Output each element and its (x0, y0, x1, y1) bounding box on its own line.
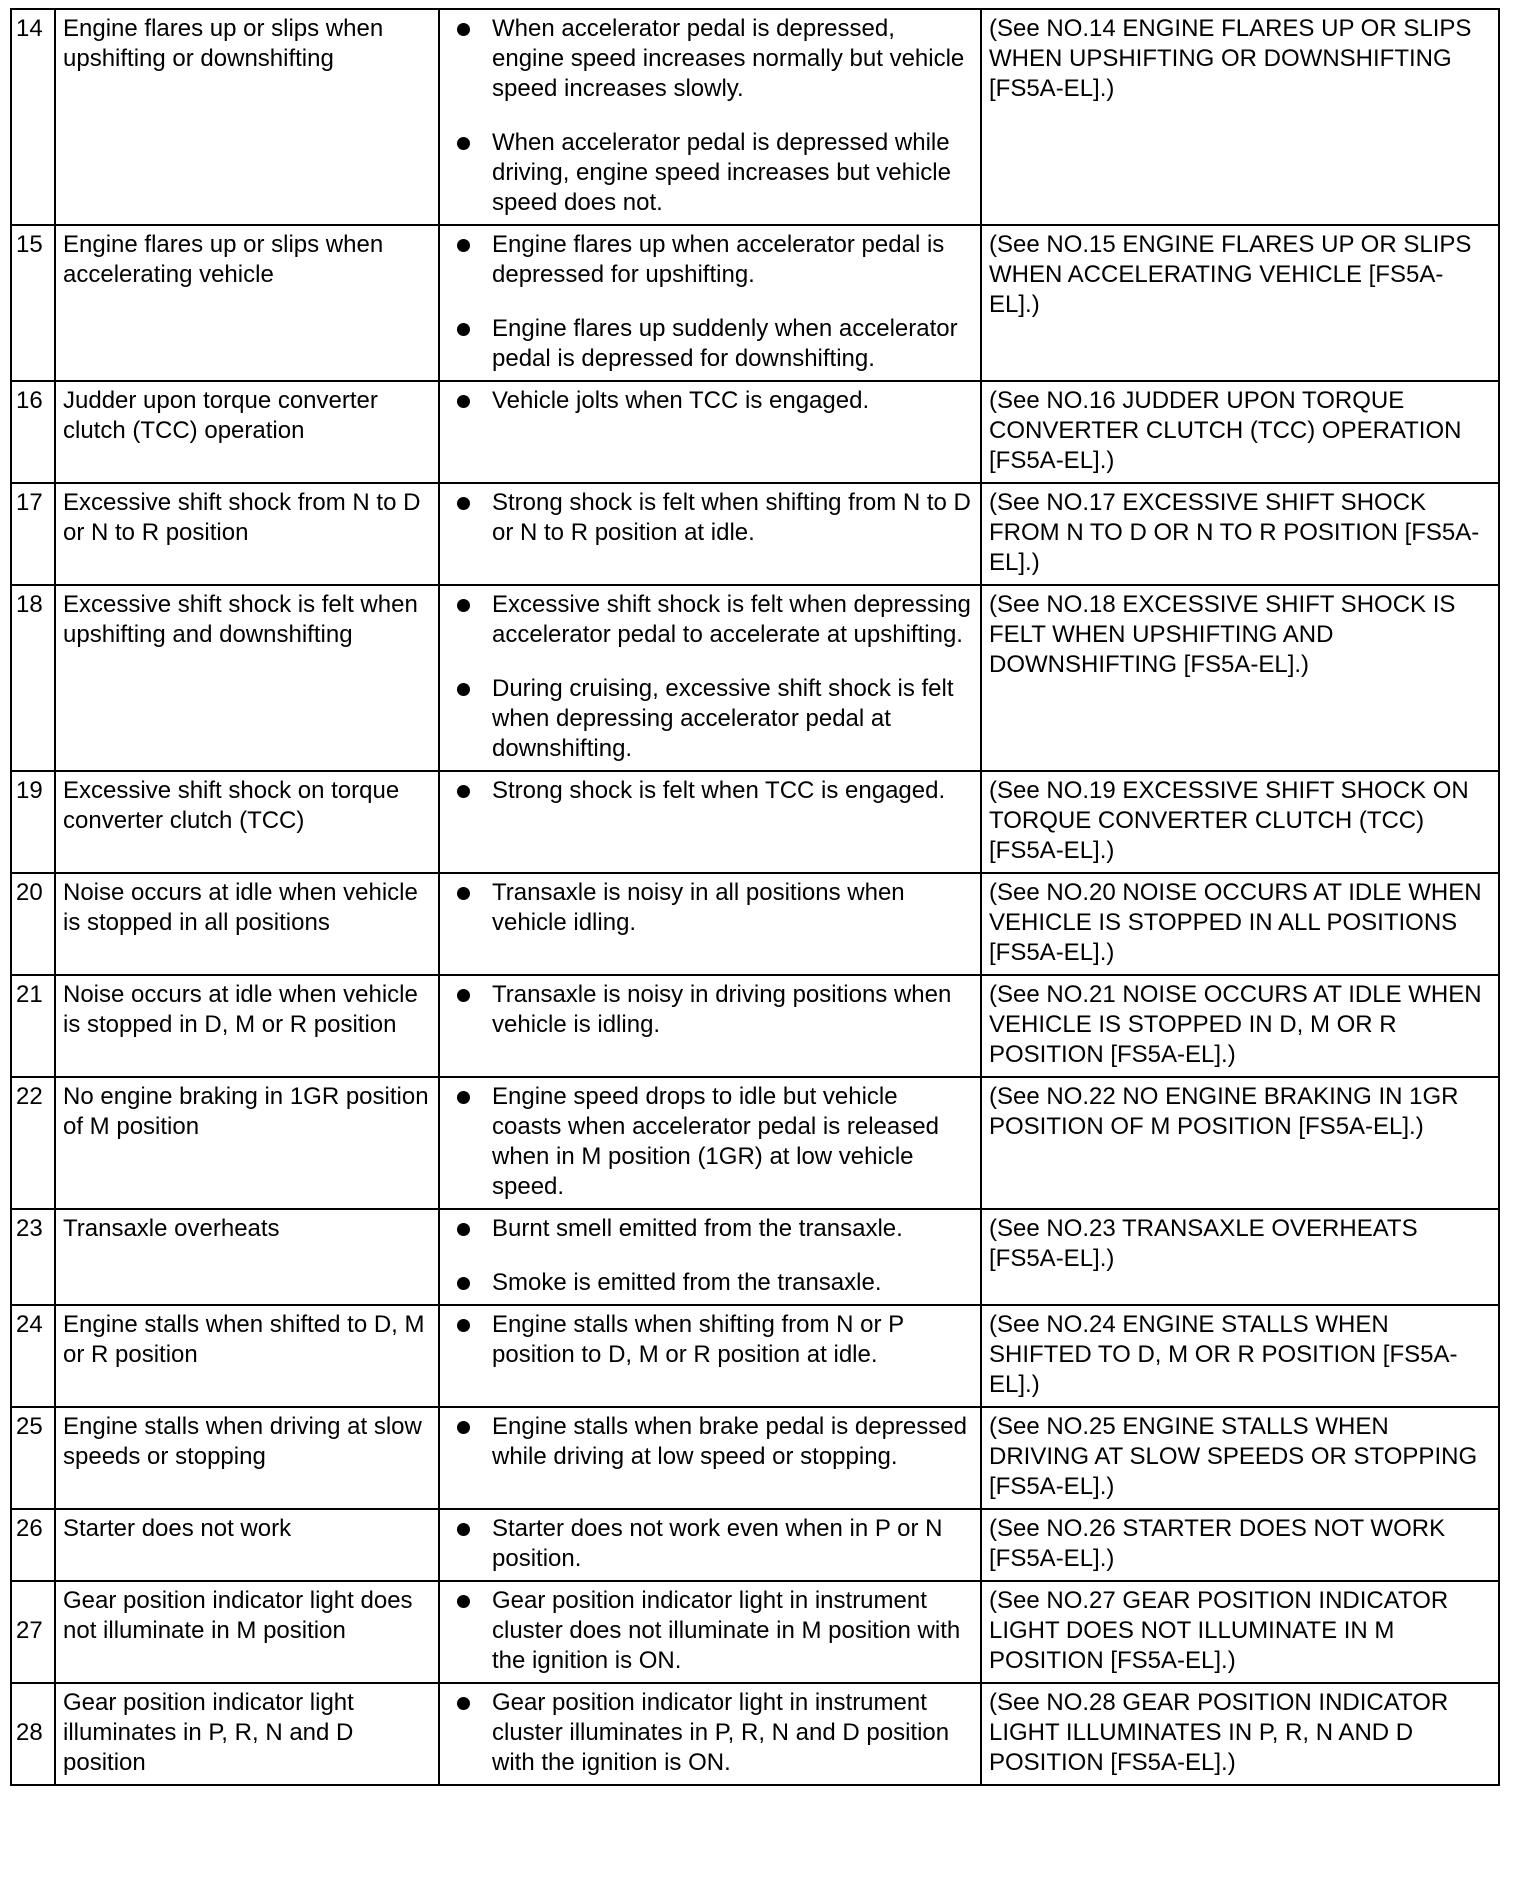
symptom-description: Gear position indicator light illuminates in P, R, N and D position (55, 1683, 439, 1785)
table-row (11, 975, 1499, 1077)
table-row (11, 873, 1499, 975)
symptom-conditions (439, 1509, 981, 1581)
table-row (11, 1581, 1499, 1683)
symptom-number: 23 (11, 1209, 55, 1305)
symptom-number: 20 (11, 873, 55, 975)
reference-procedure: (See NO.24 ENGINE STALLS WHEN SHIFTED TO D, M OR R POSITION [FS5A-EL].) (981, 1305, 1499, 1407)
condition-bullet: Engine flares up suddenly when accelerator pedal is depressed for downshifting. (454, 314, 972, 374)
condition-bullet: Strong shock is felt when TCC is engaged. (454, 776, 972, 806)
reference-procedure: (See NO.20 NOISE OCCURS AT IDLE WHEN VEHICLE IS STOPPED IN ALL POSITIONS [FS5A-EL].) (981, 873, 1499, 975)
symptom-number: 24 (11, 1305, 55, 1407)
condition-bullet: Starter does not work even when in P or N position. (454, 1514, 972, 1574)
reference-procedure: (See NO.18 EXCESSIVE SHIFT SHOCK IS FELT WHEN UPSHIFTING AND DOWNSHIFTING [FS5A-EL].) (981, 585, 1499, 771)
condition-bullet: Engine stalls when shifting from N or P position to D, M or R position at idle. (454, 1310, 972, 1370)
symptom-troubleshooting-table (10, 8, 1500, 1786)
symptom-description: Starter does not work (55, 1509, 439, 1581)
reference-procedure: (See NO.28 GEAR POSITION INDICATOR LIGHT ILLUMINATES IN P, R, N AND D POSITION [FS5A-EL].) (981, 1683, 1499, 1785)
symptom-number: 21 (11, 975, 55, 1077)
symptom-description: Excessive shift shock on torque converter clutch (TCC) (55, 771, 439, 873)
reference-procedure: (See NO.22 NO ENGINE BRAKING IN 1GR POSITION OF M POSITION [FS5A-EL].) (981, 1077, 1499, 1209)
symptom-conditions (439, 975, 981, 1077)
table-row (11, 9, 1499, 225)
condition-bullet: Engine flares up when accelerator pedal is depressed for upshifting. (454, 230, 972, 290)
reference-procedure: (See NO.17 EXCESSIVE SHIFT SHOCK FROM N TO D OR N TO R POSITION [FS5A-EL].) (981, 483, 1499, 585)
symptom-conditions (439, 1581, 981, 1683)
reference-procedure: (See NO.16 JUDDER UPON TORQUE CONVERTER CLUTCH (TCC) OPERATION [FS5A-EL].) (981, 381, 1499, 483)
reference-procedure: (See NO.15 ENGINE FLARES UP OR SLIPS WHEN ACCELERATING VEHICLE [FS5A-EL].) (981, 225, 1499, 381)
condition-bullet: Gear position indicator light in instrument cluster illuminates in P, R, N and D position with the ignition is ON. (454, 1688, 972, 1778)
symptom-conditions (439, 225, 981, 381)
table-row (11, 585, 1499, 771)
symptom-number: 28 (11, 1683, 55, 1785)
table-row (11, 1209, 1499, 1305)
symptom-number: 22 (11, 1077, 55, 1209)
condition-bullet: Transaxle is noisy in driving positions when vehicle is idling. (454, 980, 972, 1040)
symptom-conditions (439, 9, 981, 225)
symptom-description: Engine stalls when shifted to D, M or R position (55, 1305, 439, 1407)
symptom-conditions (439, 381, 981, 483)
symptom-conditions (439, 1209, 981, 1305)
symptom-number: 26 (11, 1509, 55, 1581)
symptom-number: 25 (11, 1407, 55, 1509)
condition-bullet: Excessive shift shock is felt when depressing accelerator pedal to accelerate at upshifting. (454, 590, 972, 650)
symptom-description: Noise occurs at idle when vehicle is stopped in D, M or R position (55, 975, 439, 1077)
symptom-conditions (439, 585, 981, 771)
table-row (11, 483, 1499, 585)
table-row (11, 225, 1499, 381)
condition-bullet: Engine stalls when brake pedal is depressed while driving at low speed or stopping. (454, 1412, 972, 1472)
table-row (11, 1305, 1499, 1407)
reference-procedure: (See NO.21 NOISE OCCURS AT IDLE WHEN VEHICLE IS STOPPED IN D, M OR R POSITION [FS5A-EL].) (981, 975, 1499, 1077)
table-body (11, 9, 1499, 1785)
reference-procedure: (See NO.23 TRANSAXLE OVERHEATS [FS5A-EL].) (981, 1209, 1499, 1305)
table-row (11, 771, 1499, 873)
symptom-description: Engine stalls when driving at slow speeds or stopping (55, 1407, 439, 1509)
symptom-conditions (439, 1683, 981, 1785)
symptom-description: No engine braking in 1GR position of M position (55, 1077, 439, 1209)
table-row (11, 1407, 1499, 1509)
symptom-number: 19 (11, 771, 55, 873)
condition-bullet: Smoke is emitted from the transaxle. (454, 1268, 972, 1298)
symptom-description: Engine flares up or slips when upshifting or downshifting (55, 9, 439, 225)
table-row (11, 1509, 1499, 1581)
condition-bullet: When accelerator pedal is depressed while driving, engine speed increases but vehicle speed does not. (454, 128, 972, 218)
condition-bullet: Burnt smell emitted from the transaxle. (454, 1214, 972, 1244)
symptom-conditions (439, 1407, 981, 1509)
condition-bullet: Strong shock is felt when shifting from N to D or N to R position at idle. (454, 488, 972, 548)
diagnostic-page (10, 8, 1498, 1878)
condition-bullet: Vehicle jolts when TCC is engaged. (454, 386, 972, 416)
symptom-number: 15 (11, 225, 55, 381)
symptom-description: Noise occurs at idle when vehicle is stopped in all positions (55, 873, 439, 975)
condition-bullet: Transaxle is noisy in all positions when vehicle idling. (454, 878, 972, 938)
symptom-conditions (439, 771, 981, 873)
symptom-number: 18 (11, 585, 55, 771)
condition-bullet: During cruising, excessive shift shock is felt when depressing accelerator pedal at downshifting. (454, 674, 972, 764)
symptom-description: Excessive shift shock from N to D or N to R position (55, 483, 439, 585)
reference-procedure: (See NO.27 GEAR POSITION INDICATOR LIGHT DOES NOT ILLUMINATE IN M POSITION [FS5A-EL].) (981, 1581, 1499, 1683)
condition-bullet: Gear position indicator light in instrument cluster does not illuminate in M position with the ignition is ON. (454, 1586, 972, 1676)
symptom-conditions (439, 873, 981, 975)
symptom-number: 16 (11, 381, 55, 483)
symptom-description: Judder upon torque converter clutch (TCC) operation (55, 381, 439, 483)
symptom-conditions (439, 1305, 981, 1407)
reference-procedure: (See NO.14 ENGINE FLARES UP OR SLIPS WHEN UPSHIFTING OR DOWNSHIFTING [FS5A-EL].) (981, 9, 1499, 225)
condition-bullet: Engine speed drops to idle but vehicle coasts when accelerator pedal is released when in M position (1GR) at low vehicle speed. (454, 1082, 972, 1202)
reference-procedure: (See NO.19 EXCESSIVE SHIFT SHOCK ON TORQUE CONVERTER CLUTCH (TCC) [FS5A-EL].) (981, 771, 1499, 873)
table-row (11, 1683, 1499, 1785)
reference-procedure: (See NO.26 STARTER DOES NOT WORK [FS5A-EL].) (981, 1509, 1499, 1581)
table-row (11, 381, 1499, 483)
reference-procedure: (See NO.25 ENGINE STALLS WHEN DRIVING AT SLOW SPEEDS OR STOPPING [FS5A-EL].) (981, 1407, 1499, 1509)
symptom-description: Excessive shift shock is felt when upshifting and downshifting (55, 585, 439, 771)
condition-bullet: When accelerator pedal is depressed, engine speed increases normally but vehicle speed increases slowly. (454, 14, 972, 104)
symptom-number: 14 (11, 9, 55, 225)
symptom-conditions (439, 1077, 981, 1209)
symptom-description: Engine flares up or slips when accelerating vehicle (55, 225, 439, 381)
symptom-number: 17 (11, 483, 55, 585)
symptom-conditions (439, 483, 981, 585)
symptom-number: 27 (11, 1581, 55, 1683)
table-row (11, 1077, 1499, 1209)
symptom-description: Transaxle overheats (55, 1209, 439, 1305)
symptom-description: Gear position indicator light does not illuminate in M position (55, 1581, 439, 1683)
